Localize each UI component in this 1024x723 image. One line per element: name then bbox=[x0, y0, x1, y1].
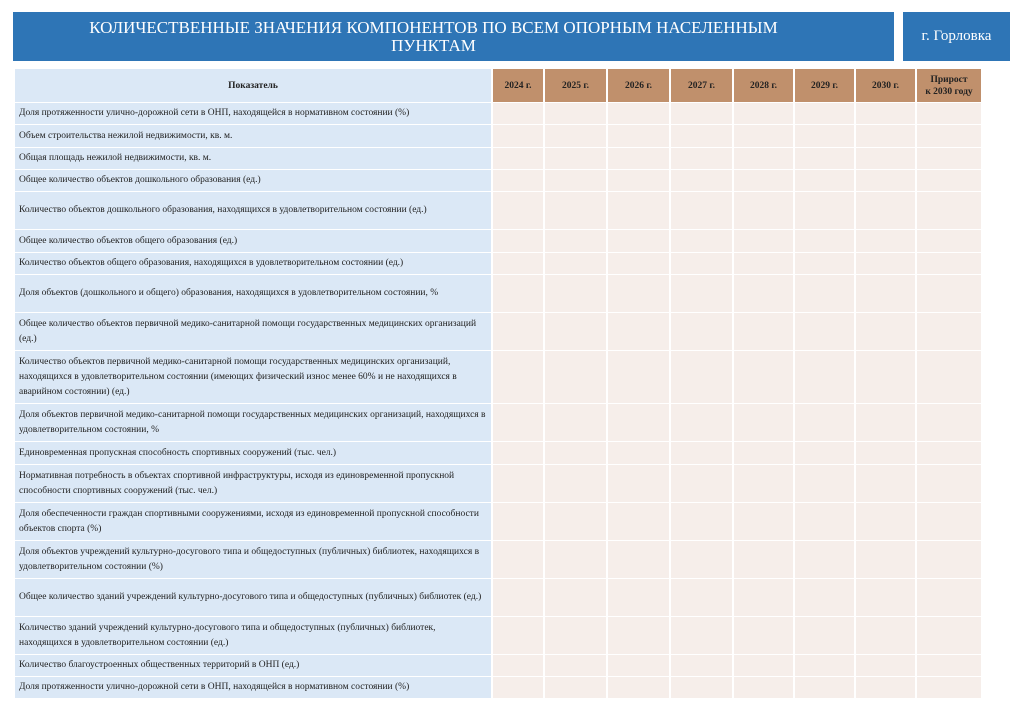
value-cell-2024[interactable] bbox=[493, 275, 543, 312]
value-cell-2026[interactable] bbox=[608, 655, 669, 676]
value-cell-2029[interactable] bbox=[795, 125, 854, 147]
value-cell-2026[interactable] bbox=[608, 465, 669, 502]
value-cell-2027[interactable] bbox=[671, 313, 732, 350]
value-cell-2027[interactable] bbox=[671, 404, 732, 441]
value-cell-2024[interactable] bbox=[493, 170, 543, 191]
value-cell-2027[interactable] bbox=[671, 351, 732, 403]
table-row bbox=[15, 192, 981, 229]
value-cell-growth[interactable] bbox=[917, 503, 981, 540]
value-cell-2030[interactable] bbox=[856, 404, 915, 441]
table-row bbox=[15, 351, 981, 403]
table-row bbox=[15, 503, 981, 540]
value-cell-2025[interactable] bbox=[545, 655, 606, 676]
value-cell-growth[interactable] bbox=[917, 465, 981, 502]
table-row bbox=[15, 617, 981, 654]
value-cell-2029[interactable] bbox=[795, 103, 854, 124]
value-cell-2025[interactable] bbox=[545, 465, 606, 502]
value-cell-growth[interactable] bbox=[917, 579, 981, 616]
value-cell-2026[interactable] bbox=[608, 617, 669, 654]
value-cell-2028[interactable] bbox=[734, 192, 793, 229]
value-cell-2029[interactable] bbox=[795, 230, 854, 252]
table-row bbox=[15, 404, 981, 441]
value-cell-2025[interactable] bbox=[545, 503, 606, 540]
value-cell-2030[interactable] bbox=[856, 103, 915, 124]
value-cell-2025[interactable] bbox=[545, 442, 606, 464]
table-row bbox=[15, 125, 981, 147]
indicator-label: Общее количество зданий учреждений культурно-досугового типа и общедоступных (публичных) библиотек (ед.) bbox=[15, 579, 491, 616]
indicator-label: Доля объектов учреждений культурно-досугового типа и общедоступных (публичных) библиотек, находящихся в удовлетворительном состоянии (%) bbox=[15, 541, 491, 578]
value-cell-growth[interactable] bbox=[917, 103, 981, 124]
value-cell-2027[interactable] bbox=[671, 192, 732, 229]
value-cell-2025[interactable] bbox=[545, 148, 606, 169]
value-cell-2029[interactable] bbox=[795, 275, 854, 312]
column-header-2025: 2025 г. bbox=[545, 69, 606, 102]
value-cell-2027[interactable] bbox=[671, 579, 732, 616]
value-cell-2030[interactable] bbox=[856, 677, 915, 698]
value-cell-2024[interactable] bbox=[493, 125, 543, 147]
table-row bbox=[15, 148, 981, 169]
value-cell-growth[interactable] bbox=[917, 442, 981, 464]
table-row bbox=[15, 541, 981, 578]
indicator-label: Общая площадь нежилой недвижимости, кв. м. bbox=[15, 148, 491, 169]
value-cell-2027[interactable] bbox=[671, 253, 732, 274]
table-row bbox=[15, 253, 981, 274]
indicator-label: Доля протяженности улично-дорожной сети в ОНП, находящейся в нормативном состоянии (%) bbox=[15, 103, 491, 124]
value-cell-2026[interactable] bbox=[608, 170, 669, 191]
value-cell-2028[interactable] bbox=[734, 541, 793, 578]
value-cell-2030[interactable] bbox=[856, 192, 915, 229]
value-cell-2029[interactable] bbox=[795, 351, 854, 403]
value-cell-2026[interactable] bbox=[608, 404, 669, 441]
column-header-2027: 2027 г. bbox=[671, 69, 732, 102]
value-cell-2030[interactable] bbox=[856, 442, 915, 464]
page-title bbox=[13, 12, 894, 61]
indicator-label: Общее количество объектов дошкольного образования (ед.) bbox=[15, 170, 491, 191]
value-cell-2026[interactable] bbox=[608, 148, 669, 169]
value-cell-2027[interactable] bbox=[671, 125, 732, 147]
value-cell-2027[interactable] bbox=[671, 103, 732, 124]
table-header-row bbox=[15, 69, 981, 102]
table-row bbox=[15, 442, 981, 464]
value-cell-2025[interactable] bbox=[545, 617, 606, 654]
value-cell-2025[interactable] bbox=[545, 404, 606, 441]
value-cell-growth[interactable] bbox=[917, 541, 981, 578]
value-cell-2030[interactable] bbox=[856, 503, 915, 540]
value-cell-2027[interactable] bbox=[671, 677, 732, 698]
value-cell-2025[interactable] bbox=[545, 579, 606, 616]
value-cell-2028[interactable] bbox=[734, 503, 793, 540]
value-cell-2025[interactable] bbox=[545, 351, 606, 403]
value-cell-2027[interactable] bbox=[671, 148, 732, 169]
column-header-growth bbox=[917, 69, 981, 102]
value-cell-2025[interactable] bbox=[545, 253, 606, 274]
column-header-2024: 2024 г. bbox=[493, 69, 543, 102]
value-cell-2029[interactable] bbox=[795, 404, 854, 441]
indicator-label: Количество благоустроенных общественных территорий в ОНП (ед.) bbox=[15, 655, 491, 676]
value-cell-2027[interactable] bbox=[671, 170, 732, 191]
value-cell-2030[interactable] bbox=[856, 541, 915, 578]
value-cell-2028[interactable] bbox=[734, 148, 793, 169]
value-cell-2024[interactable] bbox=[493, 442, 543, 464]
value-cell-2028[interactable] bbox=[734, 103, 793, 124]
growth-header-line-2: к 2030 году bbox=[925, 86, 973, 97]
value-cell-2026[interactable] bbox=[608, 192, 669, 229]
value-cell-2030[interactable] bbox=[856, 655, 915, 676]
table-body bbox=[15, 103, 981, 698]
value-cell-2028[interactable] bbox=[734, 655, 793, 676]
value-cell-growth[interactable] bbox=[917, 404, 981, 441]
value-cell-2027[interactable] bbox=[671, 655, 732, 676]
column-header-2029: 2029 г. bbox=[795, 69, 854, 102]
value-cell-2026[interactable] bbox=[608, 677, 669, 698]
value-cell-2028[interactable] bbox=[734, 404, 793, 441]
table-row bbox=[15, 275, 981, 312]
value-cell-2029[interactable] bbox=[795, 677, 854, 698]
table-row bbox=[15, 579, 981, 616]
value-cell-2028[interactable] bbox=[734, 442, 793, 464]
value-cell-2029[interactable] bbox=[795, 170, 854, 191]
indicator-label: Объем строительства нежилой недвижимости, кв. м. bbox=[15, 125, 491, 147]
value-cell-2024[interactable] bbox=[493, 351, 543, 403]
value-cell-2026[interactable] bbox=[608, 275, 669, 312]
indicator-label: Количество зданий учреждений культурно-досугового типа и общедоступных (публичных) библиотек, находящихся в удовлетворительном состоянии (ед.) bbox=[15, 617, 491, 654]
value-cell-2030[interactable] bbox=[856, 275, 915, 312]
value-cell-2029[interactable] bbox=[795, 617, 854, 654]
value-cell-2029[interactable] bbox=[795, 442, 854, 464]
value-cell-2028[interactable] bbox=[734, 170, 793, 191]
value-cell-2026[interactable] bbox=[608, 442, 669, 464]
value-cell-2027[interactable] bbox=[671, 617, 732, 654]
table-row bbox=[15, 655, 981, 676]
value-cell-2024[interactable] bbox=[493, 103, 543, 124]
value-cell-2026[interactable] bbox=[608, 125, 669, 147]
value-cell-2029[interactable] bbox=[795, 313, 854, 350]
indicator-label: Количество объектов первичной медико-санитарной помощи государственных медицинских организаций, находящихся в удовлетворительном состоянии (имеющих физический износ менее 60% и не находящихся в аварийном состоянии) (ед.) bbox=[15, 351, 491, 403]
value-cell-2026[interactable] bbox=[608, 103, 669, 124]
value-cell-growth[interactable] bbox=[917, 617, 981, 654]
value-cell-2028[interactable] bbox=[734, 253, 793, 274]
table-row bbox=[15, 170, 981, 191]
value-cell-2025[interactable] bbox=[545, 125, 606, 147]
value-cell-2029[interactable] bbox=[795, 503, 854, 540]
value-cell-2026[interactable] bbox=[608, 313, 669, 350]
indicators-table bbox=[13, 68, 983, 699]
value-cell-2030[interactable] bbox=[856, 617, 915, 654]
value-cell-2025[interactable] bbox=[545, 677, 606, 698]
indicator-label: Доля протяженности улично-дорожной сети в ОНП, находящейся в нормативном состоянии (%) bbox=[15, 677, 491, 698]
value-cell-2024[interactable] bbox=[493, 253, 543, 274]
column-header-2026: 2026 г. bbox=[608, 69, 669, 102]
value-cell-2026[interactable] bbox=[608, 230, 669, 252]
value-cell-2025[interactable] bbox=[545, 103, 606, 124]
value-cell-2024[interactable] bbox=[493, 617, 543, 654]
value-cell-2028[interactable] bbox=[734, 230, 793, 252]
column-header-indicator: Показатель bbox=[15, 69, 491, 102]
value-cell-2024[interactable] bbox=[493, 313, 543, 350]
value-cell-2024[interactable] bbox=[493, 503, 543, 540]
value-cell-2029[interactable] bbox=[795, 655, 854, 676]
value-cell-2029[interactable] bbox=[795, 579, 854, 616]
value-cell-2030[interactable] bbox=[856, 148, 915, 169]
value-cell-2028[interactable] bbox=[734, 275, 793, 312]
table-row bbox=[15, 313, 981, 350]
value-cell-2028[interactable] bbox=[734, 677, 793, 698]
value-cell-2024[interactable] bbox=[493, 579, 543, 616]
value-cell-2026[interactable] bbox=[608, 541, 669, 578]
value-cell-2030[interactable] bbox=[856, 579, 915, 616]
table-row bbox=[15, 465, 981, 502]
value-cell-2025[interactable] bbox=[545, 192, 606, 229]
value-cell-2025[interactable] bbox=[545, 313, 606, 350]
value-cell-2024[interactable] bbox=[493, 655, 543, 676]
value-cell-growth[interactable] bbox=[917, 230, 981, 252]
value-cell-2024[interactable] bbox=[493, 677, 543, 698]
city-label: г. Горловка bbox=[903, 12, 1010, 61]
growth-header-line-1: Прирост bbox=[930, 74, 968, 85]
value-cell-2028[interactable] bbox=[734, 313, 793, 350]
page-title-line-1: КОЛИЧЕСТВЕННЫЕ ЗНАЧЕНИЯ КОМПОНЕНТОВ ПО ВСЕМ ОПОРНЫМ НАСЕЛЕННЫМ bbox=[89, 17, 778, 37]
value-cell-2029[interactable] bbox=[795, 253, 854, 274]
indicator-label: Доля обеспеченности граждан спортивными сооружениями, исходя из единовременной пропускной способности объектов спорта (%) bbox=[15, 503, 491, 540]
value-cell-2024[interactable] bbox=[493, 404, 543, 441]
value-cell-2030[interactable] bbox=[856, 230, 915, 252]
indicator-label: Доля объектов первичной медико-санитарной помощи государственных медицинских организаций, находящихся в удовлетворительном состоянии, % bbox=[15, 404, 491, 441]
value-cell-2025[interactable] bbox=[545, 170, 606, 191]
value-cell-2024[interactable] bbox=[493, 192, 543, 229]
value-cell-2025[interactable] bbox=[545, 275, 606, 312]
value-cell-2027[interactable] bbox=[671, 503, 732, 540]
value-cell-growth[interactable] bbox=[917, 192, 981, 229]
value-cell-growth[interactable] bbox=[917, 275, 981, 312]
value-cell-2029[interactable] bbox=[795, 541, 854, 578]
value-cell-growth[interactable] bbox=[917, 351, 981, 403]
value-cell-2029[interactable] bbox=[795, 192, 854, 229]
indicator-label: Доля объектов (дошкольного и общего) образования, находящихся в удовлетворительном состоянии, % bbox=[15, 275, 491, 312]
value-cell-2026[interactable] bbox=[608, 503, 669, 540]
value-cell-2026[interactable] bbox=[608, 351, 669, 403]
value-cell-2024[interactable] bbox=[493, 541, 543, 578]
value-cell-2028[interactable] bbox=[734, 351, 793, 403]
value-cell-2025[interactable] bbox=[545, 230, 606, 252]
table-row bbox=[15, 103, 981, 124]
indicator-label: Количество объектов дошкольного образования, находящихся в удовлетворительном состоянии (ед.) bbox=[15, 192, 491, 229]
value-cell-growth[interactable] bbox=[917, 253, 981, 274]
value-cell-growth[interactable] bbox=[917, 148, 981, 169]
value-cell-2030[interactable] bbox=[856, 253, 915, 274]
value-cell-2024[interactable] bbox=[493, 465, 543, 502]
value-cell-2029[interactable] bbox=[795, 465, 854, 502]
value-cell-growth[interactable] bbox=[917, 125, 981, 147]
value-cell-growth[interactable] bbox=[917, 313, 981, 350]
value-cell-2027[interactable] bbox=[671, 465, 732, 502]
value-cell-2027[interactable] bbox=[671, 442, 732, 464]
value-cell-growth[interactable] bbox=[917, 677, 981, 698]
value-cell-2028[interactable] bbox=[734, 579, 793, 616]
value-cell-growth[interactable] bbox=[917, 170, 981, 191]
value-cell-2024[interactable] bbox=[493, 148, 543, 169]
value-cell-2028[interactable] bbox=[734, 465, 793, 502]
indicator-label: Общее количество объектов общего образования (ед.) bbox=[15, 230, 491, 252]
value-cell-2029[interactable] bbox=[795, 148, 854, 169]
page-title-line-2: ПУНКТАМ bbox=[391, 35, 476, 55]
value-cell-2030[interactable] bbox=[856, 351, 915, 403]
value-cell-2030[interactable] bbox=[856, 170, 915, 191]
table-row bbox=[15, 230, 981, 252]
value-cell-2024[interactable] bbox=[493, 230, 543, 252]
value-cell-2030[interactable] bbox=[856, 125, 915, 147]
value-cell-2030[interactable] bbox=[856, 313, 915, 350]
column-header-2028: 2028 г. bbox=[734, 69, 793, 102]
value-cell-2027[interactable] bbox=[671, 541, 732, 578]
value-cell-2027[interactable] bbox=[671, 230, 732, 252]
value-cell-2028[interactable] bbox=[734, 125, 793, 147]
value-cell-growth[interactable] bbox=[917, 655, 981, 676]
indicator-label: Количество объектов общего образования, находящихся в удовлетворительном состоянии (ед.) bbox=[15, 253, 491, 274]
indicator-label: Единовременная пропускная способность спортивных сооружений (тыс. чел.) bbox=[15, 442, 491, 464]
indicator-label: Общее количество объектов первичной медико-санитарной помощи государственных медицинских организаций (ед.) bbox=[15, 313, 491, 350]
column-header-2030: 2030 г. bbox=[856, 69, 915, 102]
value-cell-2027[interactable] bbox=[671, 275, 732, 312]
value-cell-2026[interactable] bbox=[608, 253, 669, 274]
value-cell-2028[interactable] bbox=[734, 617, 793, 654]
table-row bbox=[15, 677, 981, 698]
value-cell-2025[interactable] bbox=[545, 541, 606, 578]
value-cell-2026[interactable] bbox=[608, 579, 669, 616]
value-cell-2030[interactable] bbox=[856, 465, 915, 502]
indicator-label: Нормативная потребность в объектах спортивной инфраструктуры, исходя из единовременной пропускной способности спортивных сооружений (тыс. чел.) bbox=[15, 465, 491, 502]
